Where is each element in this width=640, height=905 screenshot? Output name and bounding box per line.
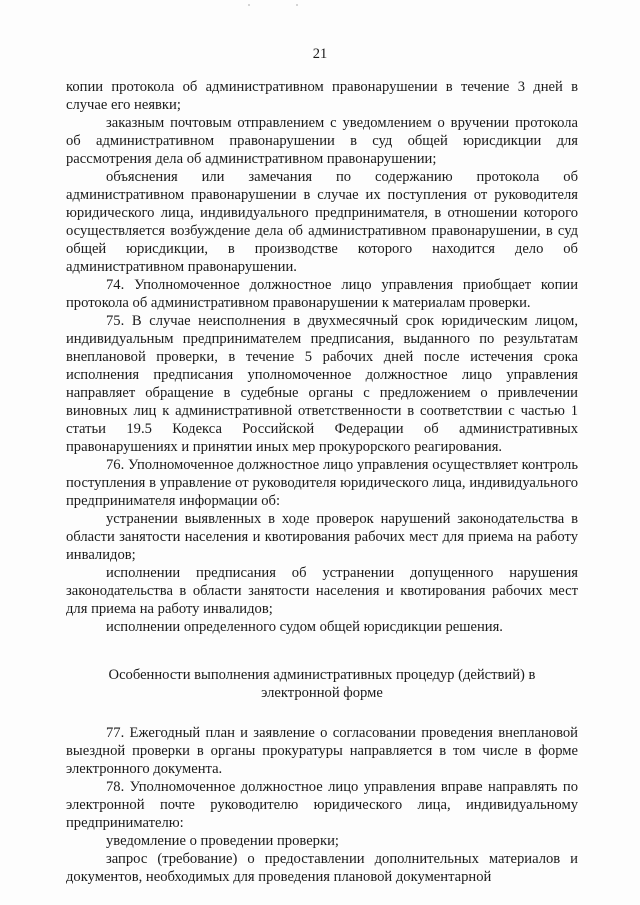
paragraph: уведомление о проведении проверки; [106,833,339,849]
scan-artifact [296,4,298,6]
paragraph: 75. В случае неисполнения в двухмесячный срок юридическим лицом, индивидуальным предпринимателем предписания, выданного по результатам внеплановой проверки, в течение 5 рабочих дней после истечения срока исполнения предписания уполномоченное должностное лицо управления направляет обращение в судебные органы с предложением о привлечении виновных лиц к административной ответственности в соответствии с частью 1 статьи 19.5 Кодекса Российской Федерации об административных правонарушениях и принятии иных мер прокурорского реагирования. [66,313,578,455]
paragraph: исполнении предписания об устранении допущенного нарушения законодательства в области занятости населения и квотирования рабочих мест для приема на работу инвалидов; [66,565,578,617]
page-number: 21 [312,46,328,62]
paragraph: 78. Уполномоченное должностное лицо управления вправе направлять по электронной почте руководителю юридического лица, индивидуальному предпринимателю: [66,779,578,831]
paragraph: объяснения или замечания по содержанию протокола об административном правонарушении в случае их поступления от руководителя юридического лица, индивидуального предпринимателя, в отношении которого осуществляется возбуждение дела об административном правонарушении, в суд общей юрисдикции, в производстве которого находится дело об административном правонарушении. [66,169,578,275]
scan-artifact [248,4,250,6]
section-heading: Особенности выполнения административных процедур (действий) в электронной форме [108,667,536,701]
document-body [66,78,578,886]
paragraph: копии протокола об административном правонарушении в течение 3 дней в случае его неявки; [66,79,578,113]
paragraph: запрос (требование) о предоставлении дополнительных материалов и документов, необходимых для проведения плановой документарной [66,851,578,885]
paragraph: устранении выявленных в ходе проверок нарушений законодательства в области занятости населения и квотирования рабочих мест для приема на работу инвалидов; [66,511,578,563]
paragraph: заказным почтовым отправлением с уведомлением о вручении протокола об административном правонарушении в суд общей юрисдикции для рассмотрения дела об административном правонарушении; [66,115,578,167]
paragraph: 74. Уполномоченное должностное лицо управления приобщает копии протокола об административном правонарушении к материалам проверки. [66,277,578,311]
paragraph: 77. Ежегодный план и заявление о согласовании проведения внеплановой выездной проверки в органы прокуратуры направляется в том числе в форме электронного документа. [66,725,578,777]
paragraph: исполнении определенного судом общей юрисдикции решения. [106,619,503,635]
paragraph: 76. Уполномоченное должностное лицо управления осуществляет контроль поступления в управление от руководителя юридического лица, индивидуального предпринимателя информации об: [66,457,578,509]
